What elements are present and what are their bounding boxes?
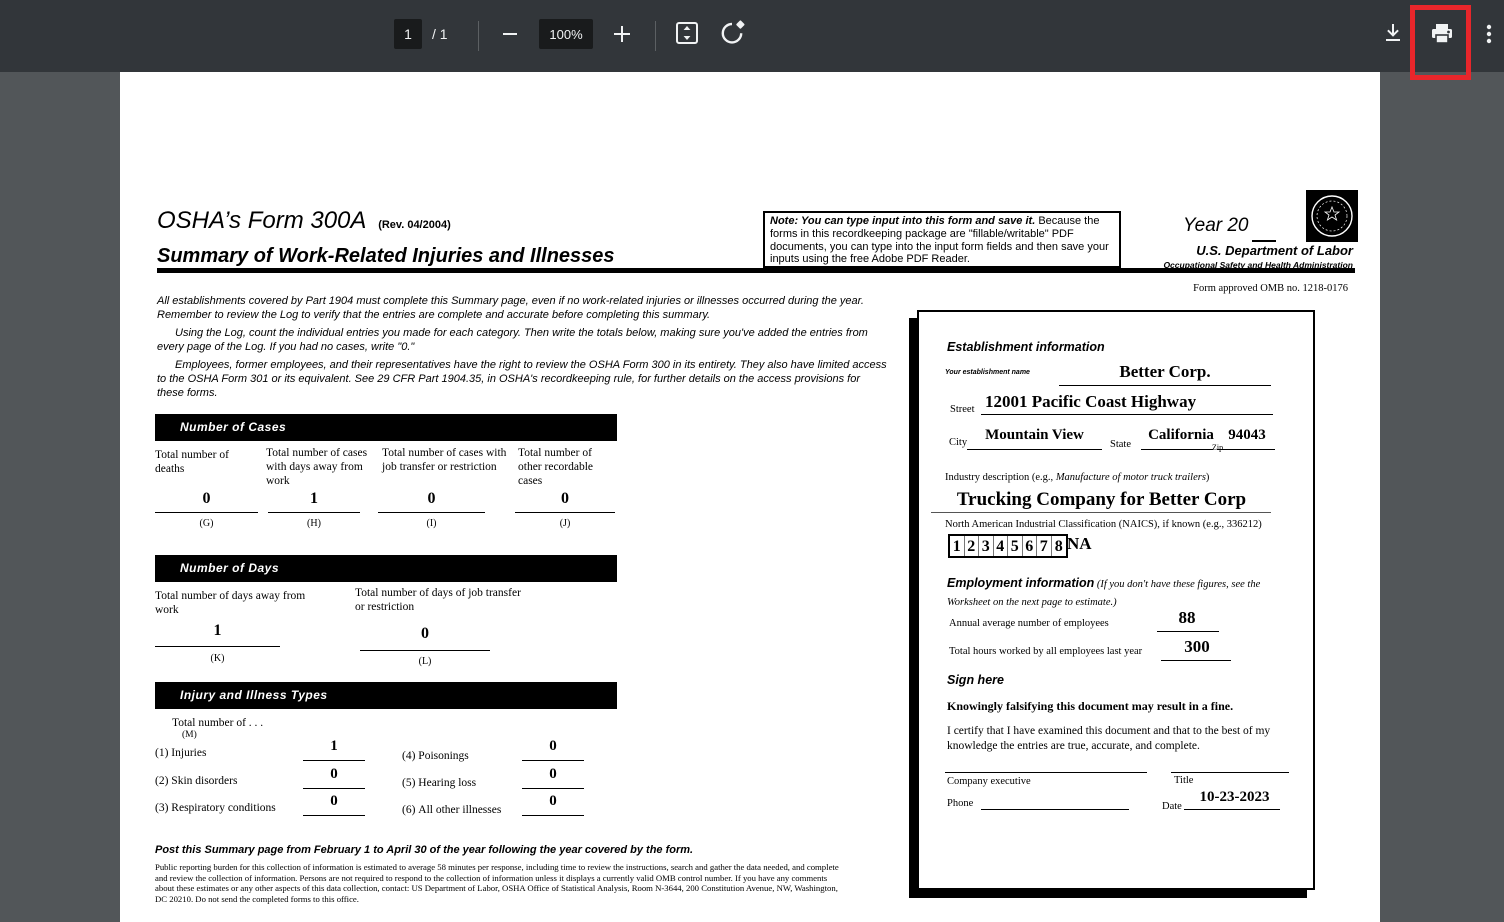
- field-underline: [155, 646, 280, 647]
- section-header-number-of-cases: Number of Cases: [155, 414, 617, 441]
- industry-label: [945, 472, 1209, 483]
- type-row-label: [155, 747, 206, 759]
- type-skin-field[interactable]: 0: [330, 766, 338, 782]
- rotate-counterclockwise-icon: [719, 20, 745, 51]
- falsify-warning: Knowingly falsifying this document may result in a fine.: [947, 699, 1234, 713]
- field-underline: [522, 788, 584, 789]
- total-hours-label: Total hours worked by all employees last year: [949, 646, 1143, 657]
- note-box: [763, 211, 1121, 268]
- download-icon: [1381, 21, 1405, 50]
- field-underline: [515, 512, 615, 513]
- type-hearing-field[interactable]: 0: [549, 766, 557, 782]
- cases-col-label: Total number of cases with job transfer or restriction: [382, 447, 507, 473]
- cases-col-label: Total number of deaths: [155, 449, 229, 475]
- company-executive-label: Company executive: [947, 776, 1031, 787]
- type-label: All other illnesses: [418, 804, 502, 816]
- field-underline: [303, 760, 365, 761]
- naics-digit: 2: [965, 536, 980, 556]
- rotate-button[interactable]: [717, 20, 747, 50]
- type-label: Hearing loss: [418, 777, 477, 789]
- naics-digit: 4: [994, 536, 1009, 556]
- page-count-label: / 1: [432, 26, 448, 42]
- zoom-level-value: 100%: [549, 26, 583, 42]
- naics-digit: 3: [979, 536, 994, 556]
- note-title: Note: You can type input into this form and save it.: [770, 215, 1036, 227]
- intro-paragraph-2: Using the Log, count the individual entries you made for each category. Then write the totals below, making sure you've added the entries from every page of the Log. If you had no cases, write "0.": [157, 326, 868, 354]
- days-col-label: Total number of days of job transfer or restriction: [355, 587, 521, 613]
- field-underline: [1217, 449, 1275, 450]
- type-other-illness-field[interactable]: 0: [549, 793, 557, 809]
- date-label: Date: [1162, 801, 1182, 812]
- type-num: (3): [155, 802, 169, 814]
- naics-digit: 5: [1008, 536, 1023, 556]
- field-underline: [522, 760, 584, 761]
- cases-days-away-field[interactable]: 1: [310, 490, 318, 507]
- field-underline: [1184, 809, 1280, 810]
- field-underline: [268, 512, 360, 513]
- field-underline: [931, 512, 1271, 513]
- page-number-input[interactable]: [394, 19, 422, 49]
- establishment-name-field[interactable]: Better Corp.: [1119, 362, 1211, 381]
- field-underline: [1059, 385, 1271, 386]
- field-underline: [1157, 631, 1219, 632]
- field-underline: [1161, 660, 1231, 661]
- field-underline: [378, 512, 485, 513]
- cases-code: (G): [199, 518, 214, 529]
- type-label: Injuries: [171, 747, 207, 759]
- type-num: (1): [155, 747, 169, 759]
- naics-digit: 6: [1023, 536, 1038, 556]
- type-num: (6): [402, 804, 416, 816]
- intro-text: [157, 294, 887, 401]
- osha-subtitle: Occupational Safety and Health Administration: [1163, 260, 1353, 270]
- dol-seal: [1306, 190, 1358, 242]
- type-row-label: [402, 777, 476, 789]
- establishment-name-label: Your establishment name: [945, 369, 1030, 376]
- industry-field[interactable]: Trucking Company for Better Corp: [956, 489, 1247, 510]
- intro-paragraph-1: All establishments covered by Part 1904 must complete this Summary page, even if no work-related injuries or illnesses occurred during the year. Remember to review the Log to verify that the entries are complete and accurate before completing this summary.: [157, 295, 864, 322]
- cases-other-field[interactable]: 0: [561, 490, 569, 507]
- type-injuries-field[interactable]: 1: [330, 738, 338, 754]
- field-underline: [1141, 449, 1213, 450]
- form-subtitle: Summary of Work-Related Injuries and Illnesses: [157, 245, 615, 267]
- title-label: Title: [1174, 775, 1194, 786]
- sign-here-header: Sign here: [947, 673, 1004, 687]
- industry-label-example: Manufacture of motor truck trailers: [1055, 472, 1206, 483]
- toolbar-divider: [478, 21, 479, 51]
- street-label: Street: [950, 404, 975, 415]
- establishment-information-box: [917, 310, 1315, 890]
- type-row-label: [402, 804, 501, 816]
- pdf-page: [120, 72, 1380, 922]
- establishment-header: Establishment information: [947, 340, 1105, 354]
- note-body: Because the forms in this recordkeeping package are "fillable/writable" PDF documents, you can type into the input form fields and then save your inputs using the free Adobe PDF Reader.: [770, 215, 1109, 266]
- download-button[interactable]: [1378, 20, 1408, 50]
- print-button-highlight: [1410, 5, 1471, 80]
- total-hours-field[interactable]: 300: [1184, 637, 1210, 656]
- type-poisonings-field[interactable]: 0: [549, 738, 557, 754]
- types-intro: Total number of . . .: [172, 717, 264, 729]
- form-title-text: OSHA’s Form 300A: [157, 207, 366, 234]
- field-underline: [967, 449, 1102, 450]
- state-label: State: [1110, 439, 1131, 450]
- post-summary-note: Post this Summary page from February 1 to April 30 of the year following the year covered by the form.: [155, 844, 694, 856]
- signature-line[interactable]: [945, 772, 1147, 773]
- state-field[interactable]: California: [1148, 427, 1214, 443]
- type-row-label: [155, 802, 276, 814]
- days-away-field[interactable]: 1: [213, 622, 222, 639]
- avg-employees-label: Annual average number of employees: [949, 618, 1109, 629]
- days-transfer-field[interactable]: 0: [421, 625, 429, 642]
- type-row-label: [155, 775, 237, 787]
- type-respiratory-field[interactable]: 0: [330, 793, 338, 809]
- cases-col-label: Total number of other recordable cases: [518, 447, 594, 487]
- days-code: (L): [418, 656, 432, 667]
- zip-field[interactable]: 94043: [1228, 427, 1266, 443]
- cases-col-label: Total number of cases with days away from work: [266, 447, 368, 487]
- dol-title: U.S. Department of Labor: [1196, 243, 1353, 258]
- type-label: Poisonings: [418, 750, 469, 762]
- toolbar-divider: [655, 21, 656, 51]
- omb-approval: Form approved OMB no. 1218-0176: [1193, 283, 1348, 294]
- naics-digit: 8: [1054, 538, 1063, 555]
- form-title: [157, 207, 451, 235]
- fit-to-page-button[interactable]: [672, 20, 702, 50]
- zip-label: Zip: [1212, 443, 1224, 452]
- plus-icon: [613, 25, 631, 48]
- certify-statement: I certify that I have examined this document and that to the best of my knowledge the entries are true, accurate, and complete.: [947, 725, 1271, 752]
- naics-label: North American Industrial Classification (NAICS), if known (e.g., 336212): [945, 519, 1262, 530]
- industry-label-close: ): [1205, 472, 1210, 483]
- city-label: City: [949, 437, 968, 448]
- employment-note: (If you don't have these figures, see the Worksheet on the next page to estimate.): [947, 579, 1261, 608]
- field-underline: [303, 815, 365, 816]
- types-code-m: (M): [182, 730, 197, 740]
- employment-header-block: [947, 574, 1269, 610]
- type-num: (2): [155, 775, 169, 787]
- section-header-injury-illness-types: Injury and Illness Types: [155, 682, 617, 709]
- page-number-value: 1: [404, 26, 412, 42]
- naics-digit: 7: [1037, 536, 1052, 556]
- employment-header: Employment information: [947, 576, 1095, 590]
- cases-code: (I): [426, 518, 437, 529]
- zoom-level-input[interactable]: [539, 19, 593, 49]
- type-label: Respiratory conditions: [171, 802, 276, 814]
- type-num: (4): [402, 750, 416, 762]
- cases-transfer-field[interactable]: 0: [427, 490, 436, 507]
- avg-employees-field[interactable]: 88: [1178, 608, 1196, 627]
- intro-paragraph-3: Employees, former employees, and their representatives have the right to review the OSHA Form 300 in its entirety. They also have limited access to the OSHA Form 301 or its equivalent. See 29 CFR Part 1904.35, in OSHA's recordkeeping rule, for further details on the access provisions for these forms.: [157, 358, 887, 400]
- zoom-out-button[interactable]: [496, 26, 524, 46]
- type-row-label: [402, 750, 469, 762]
- minus-icon: [502, 26, 518, 47]
- field-underline: [303, 788, 365, 789]
- field-underline: [981, 414, 1273, 415]
- naics-overflow-text: NA: [1067, 534, 1092, 553]
- naics-comb-field[interactable]: [948, 534, 1068, 558]
- city-field[interactable]: Mountain View: [985, 427, 1084, 443]
- paperwork-burden-statement: Public reporting burden for this collection of information is estimated to average 58 minutes per response, including time to review the instructions, search and gather the data needed, and complete and review the collection of information. Persons are not required to respond to the collection of information unless it displays a currently valid OMB control number. If you have any comments about these estimates or any other aspects of this data collection, contact: US Department of Labor, OSHA Office of Statistical Analysis, Room N-3644, 200 Constitution Avenue, NW, Washington, DC 20210. Do not send the completed forms to this office.: [155, 862, 839, 904]
- cases-code: (H): [307, 518, 321, 529]
- industry-label-prefix: Industry description (e.g.,: [945, 472, 1056, 483]
- date-field[interactable]: 10-23-2023: [1199, 789, 1270, 805]
- naics-digit: 1: [950, 536, 965, 556]
- phone-line[interactable]: [981, 809, 1129, 810]
- phone-label: Phone: [947, 798, 974, 809]
- field-underline: [360, 650, 490, 651]
- cases-deaths-field[interactable]: 0: [202, 490, 211, 507]
- section-header-number-of-days: Number of Days: [155, 555, 617, 582]
- more-options-button[interactable]: [1478, 20, 1500, 52]
- street-field[interactable]: 12001 Pacific Coast Highway: [985, 392, 1197, 411]
- days-code: (K): [210, 653, 225, 664]
- field-underline: [155, 512, 258, 513]
- year-field-underline[interactable]: [1252, 240, 1276, 242]
- type-num: (5): [402, 777, 416, 789]
- pdf-toolbar: [0, 0, 1504, 72]
- form-revision: (Rev. 04/2004): [378, 219, 451, 231]
- days-col-label: Total number of days away from work: [155, 590, 306, 616]
- zoom-in-button[interactable]: [608, 22, 636, 50]
- type-label: Skin disorders: [171, 775, 238, 787]
- cases-code: (J): [559, 518, 571, 529]
- field-underline: [522, 815, 584, 816]
- fit-to-page-icon: [674, 20, 700, 51]
- year-label: Year 20: [1183, 215, 1249, 236]
- kebab-menu-icon: [1480, 21, 1498, 52]
- title-line[interactable]: [1171, 772, 1289, 773]
